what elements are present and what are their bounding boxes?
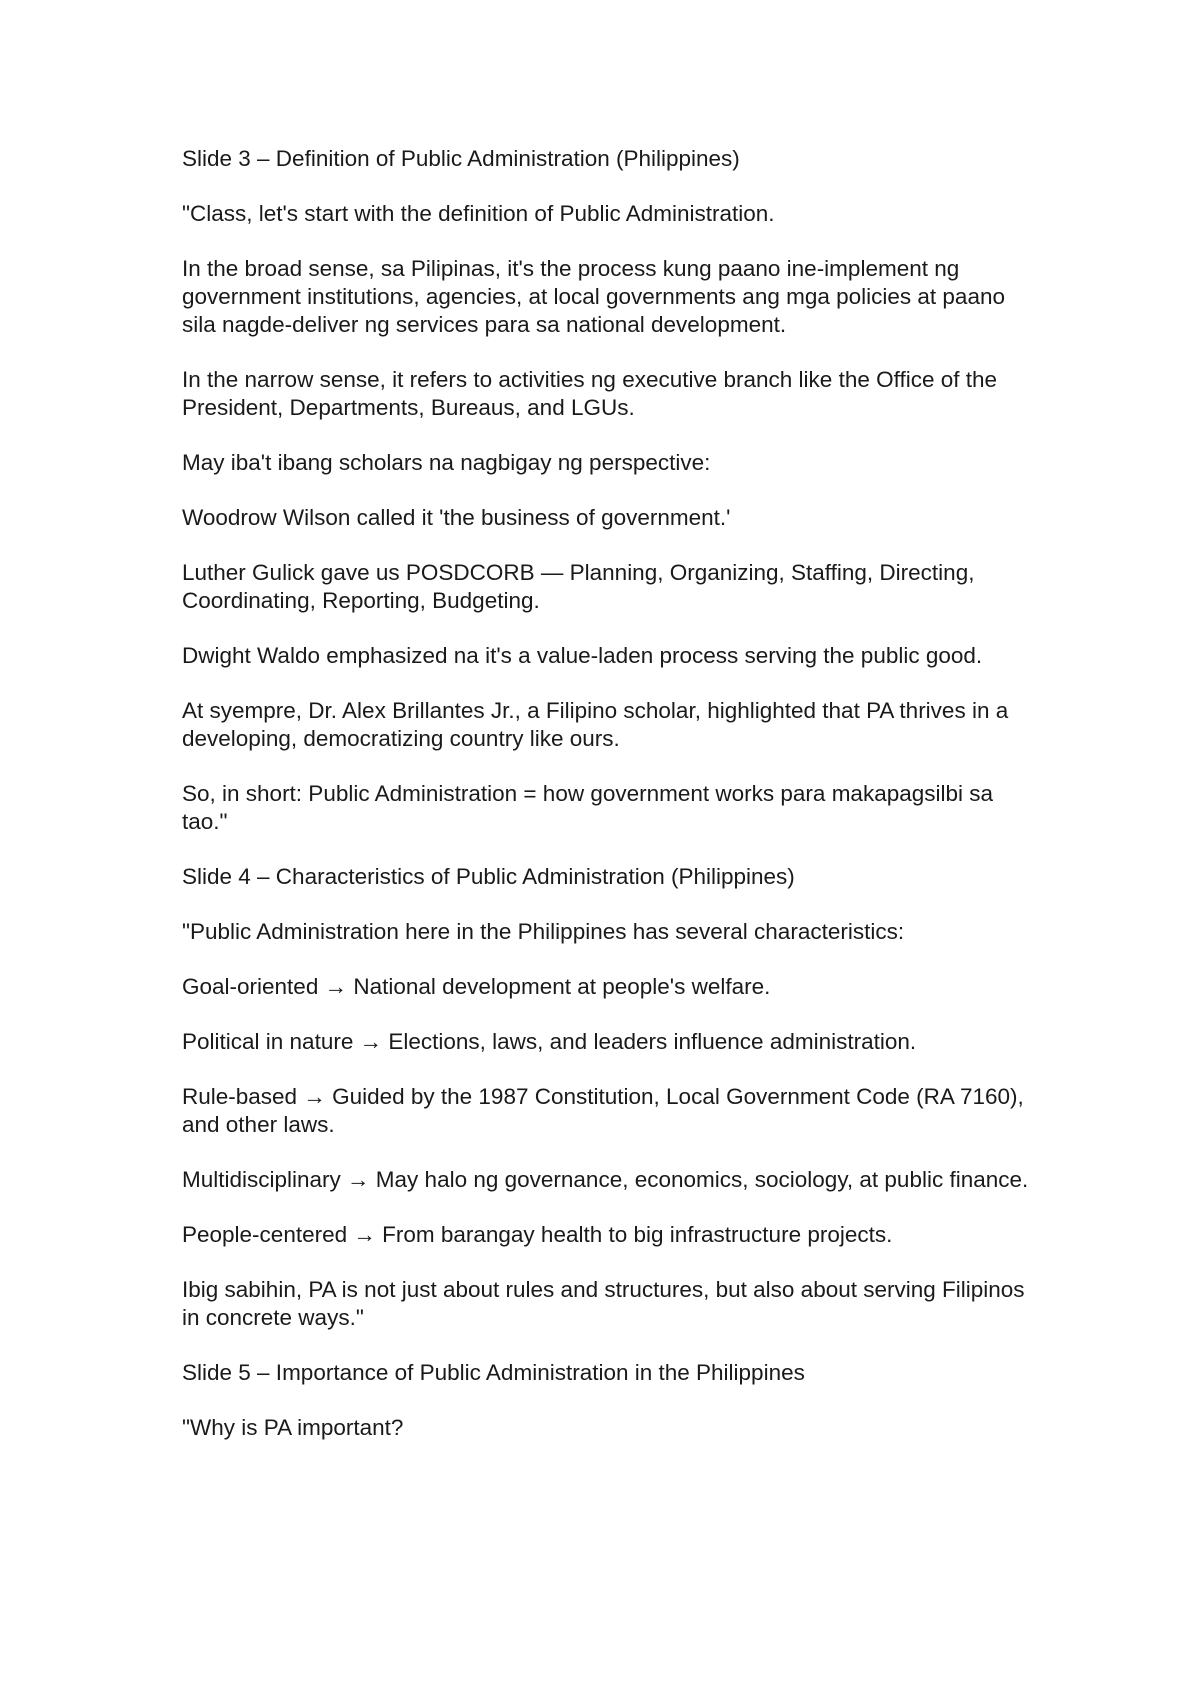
document-body	[182, 145, 1042, 1469]
paragraph: "Why is PA important?	[182, 1415, 404, 1440]
paragraph: At syempre, Dr. Alex Brillantes Jr., a Filipino scholar, highlighted that PA thrives in a developing, democratizing country like ours.	[182, 698, 1009, 751]
paragraph: Woodrow Wilson called it 'the business of government.'	[182, 505, 731, 530]
slide-5-heading: Slide 5 – Importance of Public Administration in the Philippines	[182, 1360, 805, 1385]
paragraph: Dwight Waldo emphasized na it's a value-laden process serving the public good.	[182, 643, 983, 668]
paragraph: Goal-oriented → National development at people's welfare.	[182, 974, 771, 999]
paragraph: Luther Gulick gave us POSDCORB — Planning, Organizing, Staffing, Directing, Coordinating, Reporting, Budgeting.	[182, 560, 975, 613]
slide-4-heading: Slide 4 – Characteristics of Public Administration (Philippines)	[182, 864, 795, 889]
paragraph: Multidisciplinary → May halo ng governance, economics, sociology, at public finance.	[182, 1167, 1029, 1192]
paragraph: "Class, let's start with the definition of Public Administration.	[182, 201, 775, 226]
paragraph: People-centered → From barangay health to big infrastructure projects.	[182, 1222, 893, 1247]
paragraph: May iba't ibang scholars na nagbigay ng perspective:	[182, 450, 711, 475]
paragraph: In the broad sense, sa Pilipinas, it's the process kung paano ine-implement ng government institutions, agencies, at local governments ang mga policies at paano sila nagde-deliver ng services para sa national development.	[182, 256, 1005, 337]
paragraph: "Public Administration here in the Philippines has several characteristics:	[182, 919, 905, 944]
paragraph: Political in nature → Elections, laws, and leaders influence administration.	[182, 1029, 917, 1054]
paragraph: So, in short: Public Administration = how government works para makapagsilbi sa tao."	[182, 781, 994, 834]
paragraph: Rule-based → Guided by the 1987 Constitution, Local Government Code (RA 7160), and other laws.	[182, 1084, 1024, 1137]
paragraph: Ibig sabihin, PA is not just about rules and structures, but also about serving Filipinos in concrete ways."	[182, 1277, 1025, 1330]
slide-3-heading: Slide 3 – Definition of Public Administration (Philippines)	[182, 146, 740, 171]
paragraph: In the narrow sense, it refers to activities ng executive branch like the Office of the President, Departments, Bureaus, and LGUs.	[182, 367, 997, 420]
